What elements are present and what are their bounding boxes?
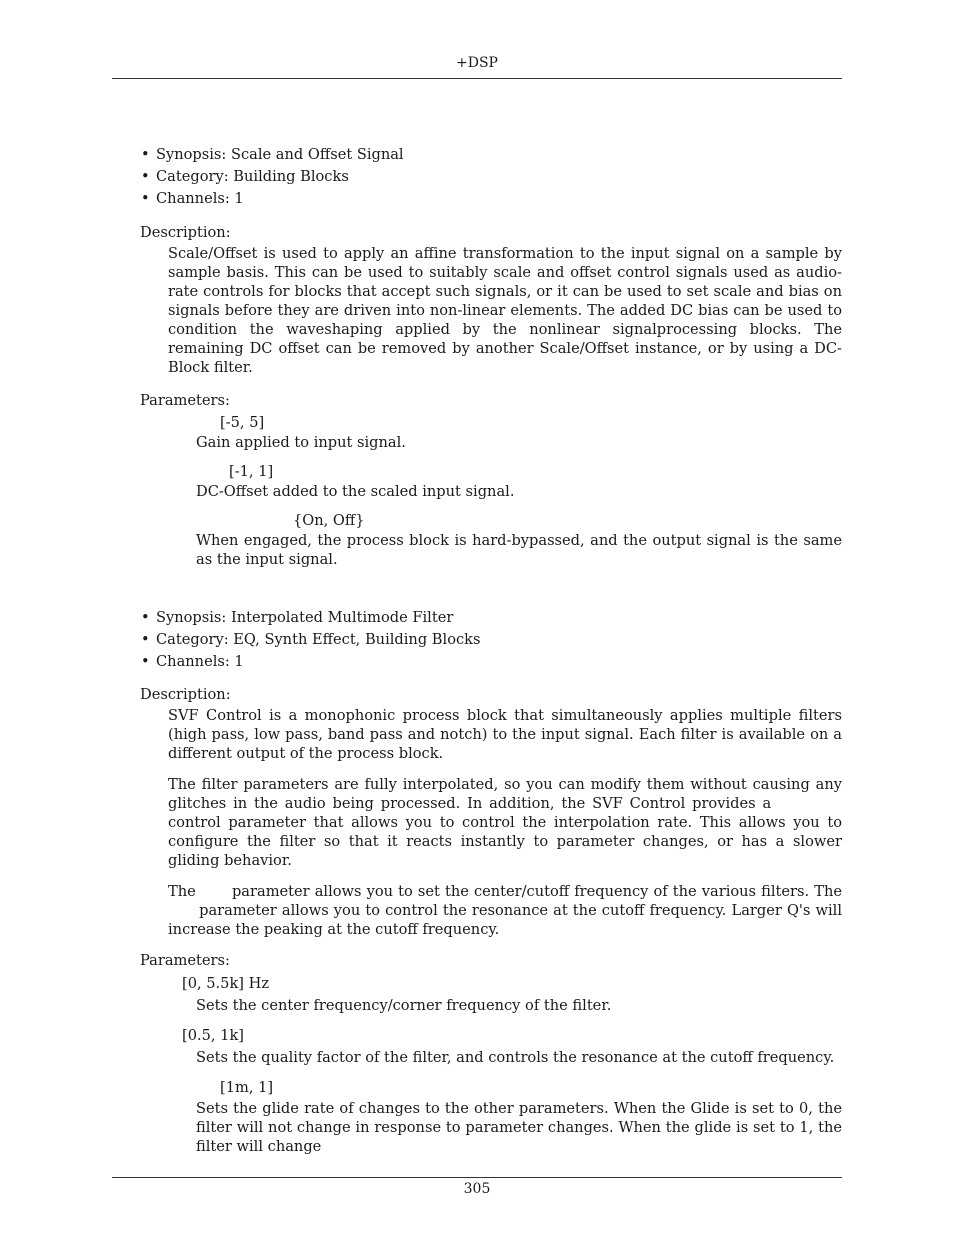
param-description: Sets the glide rate of changes to the other parameters. When the Glide is set to 0, the filter will not change in response to parameter changes. When the glide is set to 1, the filter will change (196, 1100, 842, 1156)
description-paragraph (168, 775, 842, 870)
list-item: • Channels: 1 (140, 651, 842, 673)
list-item: • Channels: 1 (140, 188, 842, 210)
list-item: • Category: Building Blocks (140, 166, 842, 188)
list-item: • Synopsis: Interpolated Multimode Filter (140, 607, 842, 629)
paragraph-text: control parameter that allows you to control the interpolation rate. This allows you to configure the filter so that it reacts instantly to parameter changes, or has a slower gliding behavior. (168, 814, 842, 870)
param-range: [-1, 1] (229, 463, 274, 481)
param-description: DC-Offset added to the scaled input signal. (196, 483, 515, 501)
header-rule (112, 78, 842, 79)
page-header: +DSP (456, 55, 498, 71)
description-label: Description: (140, 686, 231, 704)
parameters-label: Parameters: (140, 392, 230, 410)
paragraph-text: parameter allows you to control the resonance at the cutoff frequency. Larger Q's will increase the peaking at the cutoff frequency. (168, 902, 843, 939)
description-label: Description: (140, 224, 231, 242)
svf-control-meta-list (140, 607, 842, 672)
svf-control-section (140, 607, 842, 1156)
param-description: When engaged, the process block is hard-bypassed, and the output signal is the same as the input signal. (196, 532, 842, 569)
scale-offset-section (140, 144, 842, 569)
list-item: • Synopsis: Scale and Offset Signal (140, 144, 842, 166)
scale-offset-meta-list (140, 144, 842, 209)
description-text (168, 706, 842, 939)
param-range: [1m, 1] (220, 1079, 274, 1097)
param-description: Sets the quality factor of the filter, and controls the resonance at the cutoff frequency. (196, 1049, 835, 1067)
paragraph-text: The filter parameters are fully interpolated, so you can modify them without causing any glitches in the audio being processed. In addition, the SVF Control provides a (168, 776, 842, 813)
description-text (168, 244, 842, 377)
page-number: 305 (463, 1181, 491, 1197)
paragraph-text: The (168, 883, 196, 901)
param-description: Sets the center frequency/corner frequency of the filter. (196, 997, 612, 1015)
param-range: [0.5, 1k] (182, 1027, 245, 1045)
param-description: Gain applied to input signal. (196, 434, 406, 452)
description-paragraph: SVF Control is a monophonic process block that simultaneously applies multiple filters (high pass, low pass, band pass and notch) to the input signal. Each filter is available on a different output of the process block. (168, 707, 842, 763)
paragraph-text: parameter allows you to set the center/cutoff frequency of the various filters. The (231, 883, 842, 901)
param-range: [-5, 5] (220, 414, 265, 432)
description-paragraph: Scale/Offset is used to apply an affine transformation to the input signal on a sample by sample basis. This can be used to suitably scale and offset control signals used as audio-rate controls for blocks that accept such signals, or it can be used to set scale and bias on signals before they are driven into non-linear elements. The added DC bias can be used to condition the waveshaping applied by the nonlinear signalprocessing blocks. The remaining DC offset can be removed by another Scale/Offset instance, or by using a DC-Block filter. (168, 245, 842, 377)
description-paragraph (168, 882, 842, 939)
list-item: • Category: EQ, Synth Effect, Building Blocks (140, 629, 842, 651)
param-range: {On, Off} (293, 512, 365, 530)
footer-rule (112, 1177, 842, 1178)
parameters-label: Parameters: (140, 952, 230, 970)
param-range: [0, 5.5k] Hz (182, 975, 270, 993)
